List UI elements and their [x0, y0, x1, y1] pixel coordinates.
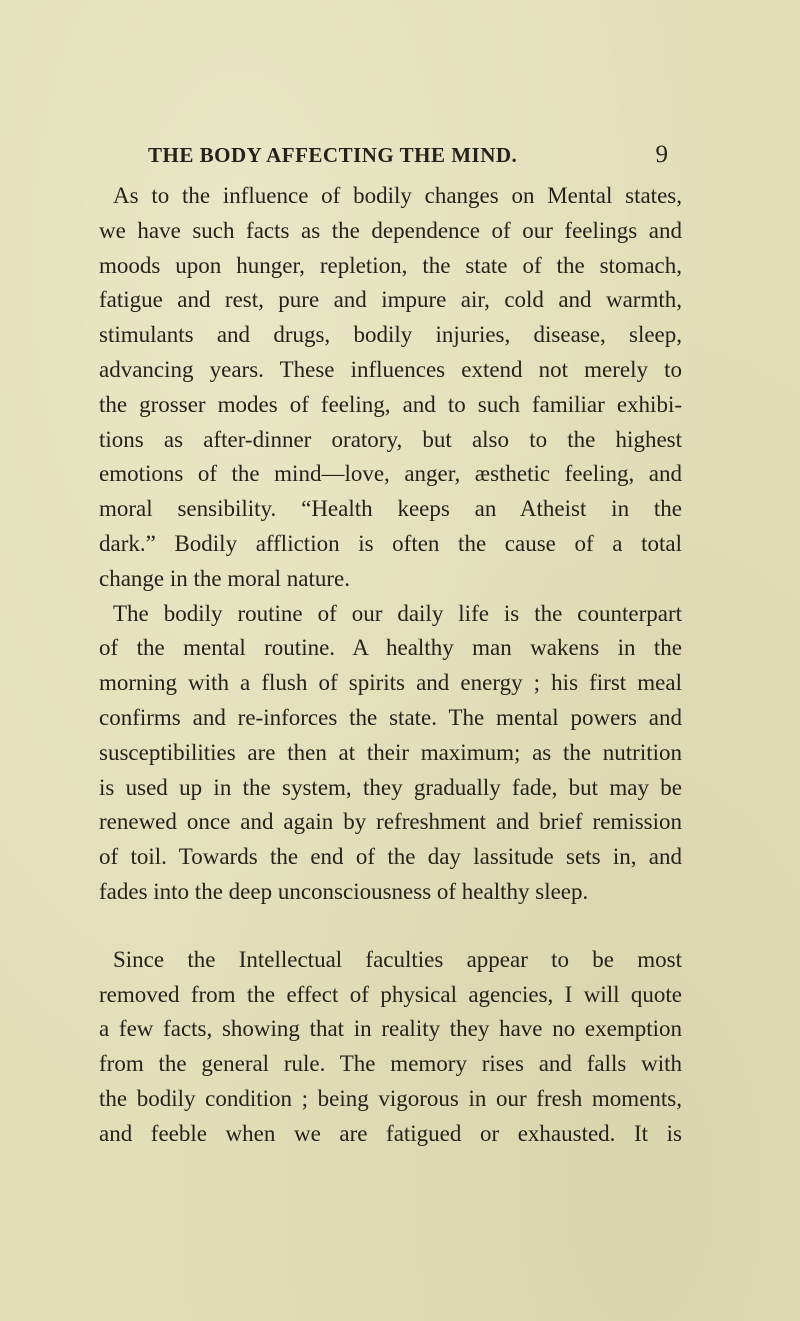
text-line: advancing years. These influences extend not merely to [99, 356, 682, 382]
text-line: removed from the effect of physical agencies, I will quote [99, 981, 682, 1007]
paragraph-2 [99, 597, 682, 910]
paragraph-gap [99, 910, 682, 943]
paragraph-1 [99, 179, 682, 597]
text-line: As to the influence of bodily changes on Mental states, [113, 183, 682, 208]
text-line: morning with a flush of spirits and energy ; his first meal [99, 670, 682, 696]
text-line: confirms and re-inforces the state. The mental powers and [99, 704, 682, 730]
text-line: the grosser modes of feeling, and to such familiar exhibi- [99, 391, 682, 417]
paragraph-3 [99, 943, 682, 1152]
running-title: THE BODY AFFECTING THE MIND. [148, 143, 518, 167]
text-line: renewed once and again by refreshment and brief remission [99, 809, 682, 835]
text-line: of toil. Towards the end of the day lassitude sets in, and [99, 844, 682, 870]
text-line: we have such facts as the dependence of our feelings and [99, 217, 682, 243]
text-line: tions as after-dinner oratory, but also to the highest [99, 426, 682, 452]
text-line: fades into the deep unconsciousness of healthy sleep. [99, 878, 589, 904]
running-head [148, 143, 668, 173]
text-line: change in the moral nature. [99, 565, 350, 591]
text-line: the bodily condition ; being vigorous in our fresh moments, [99, 1085, 682, 1111]
text-line: dark.” Bodily affliction is often the cause of a total [99, 530, 682, 556]
text-line: fatigue and rest, pure and impure air, cold and warmth, [99, 287, 682, 313]
text-line: from the general rule. The memory rises and falls with [99, 1051, 682, 1077]
text-line: of the mental routine. A healthy man wakens in the [99, 635, 682, 661]
text-line: Since the Intellectual faculties appear to be most [113, 946, 682, 972]
text-line: The bodily routine of our daily life is the counterpart [113, 600, 682, 626]
text-line: moods upon hunger, repletion, the state of the stomach, [99, 252, 682, 278]
text-line: emotions of the mind—love, anger, æsthetic feeling, and [99, 461, 682, 487]
text-line: susceptibilities are then at their maximum; as the nutrition [99, 739, 682, 765]
body-text [99, 179, 682, 1152]
text-line: and feeble when we are fatigued or exhausted. It is [99, 1120, 682, 1146]
text-line: moral sensibility. “Health keeps an Atheist in the [99, 496, 682, 522]
text-line: stimulants and drugs, bodily injuries, disease, sleep, [99, 322, 682, 348]
text-line: is used up in the system, they gradually fade, but may be [99, 774, 682, 800]
text-line: a few facts, showing that in reality they have no exemption [99, 1016, 682, 1042]
page-number: 9 [655, 141, 668, 168]
